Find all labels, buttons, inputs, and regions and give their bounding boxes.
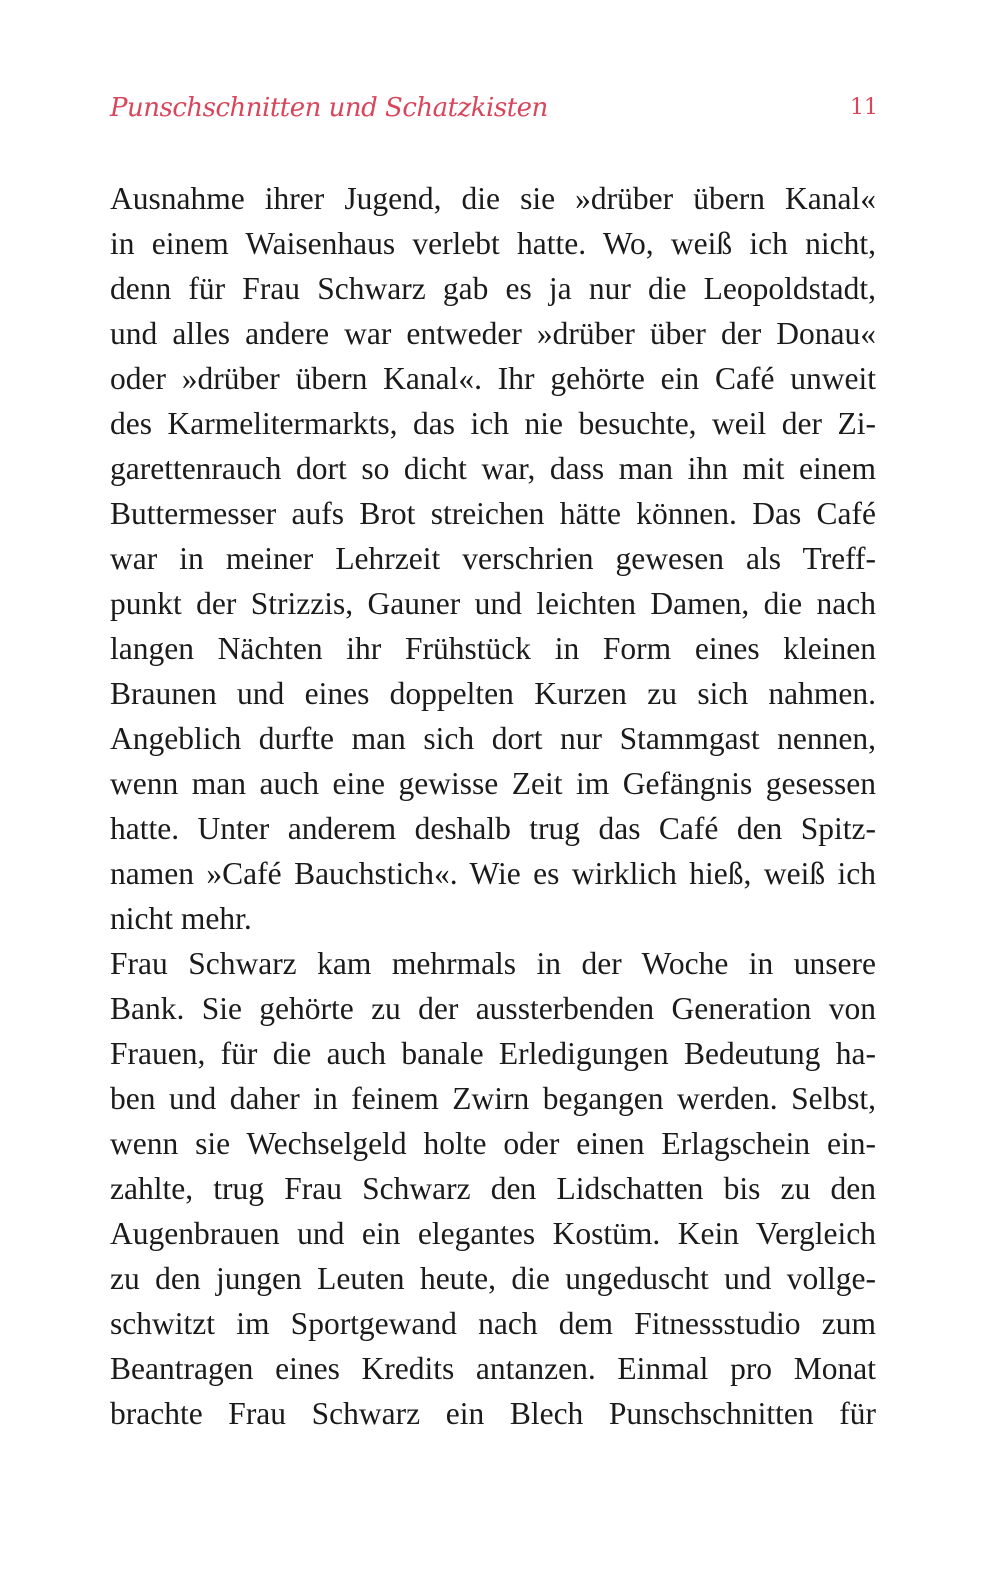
text-line: denn für Frau Schwarz gab es ja nur die Leopoldstadt, [110, 271, 876, 306]
text-line: schwitzt im Sportgewand nach dem Fitnessstudio zum [110, 1306, 876, 1341]
chapter-title: Punschschnitten und Schatzkisten [110, 93, 548, 123]
text-line: Beantragen eines Kredits antanzen. Einmal pro Monat [110, 1351, 876, 1386]
text-line: wenn sie Wechselgeld holte oder einen Erlagschein ein- [110, 1126, 876, 1161]
text-line: langen Nächten ihr Frühstück in Form eines kleinen [110, 631, 876, 666]
body-text [110, 176, 876, 1436]
text-line: hatte. Unter anderem deshalb trug das Café den Spitz- [110, 811, 876, 846]
text-line: Braunen und eines doppelten Kurzen zu sich nahmen. [110, 676, 876, 711]
text-line: Buttermesser aufs Brot streichen hätte können. Das Café [110, 496, 876, 531]
text-line: Frau Schwarz kam mehrmals in der Woche in unsere [110, 946, 876, 981]
text-line: in einem Waisenhaus verlebt hatte. Wo, weiß ich nicht, [110, 226, 876, 261]
text-line: Frauen, für die auch banale Erledigungen Bedeutung ha- [110, 1036, 876, 1071]
text-line: Bank. Sie gehörte zu der aussterbenden Generation von [110, 991, 876, 1026]
text-line: war in meiner Lehrzeit verschrien gewesen als Treff- [110, 541, 876, 576]
text-line: ben und daher in feinem Zwirn begangen werden. Selbst, [110, 1081, 876, 1116]
text-line: des Karmelitermarkts, das ich nie besuchte, weil der Zi- [110, 406, 876, 441]
text-line: Angeblich durfte man sich dort nur Stammgast nennen, [110, 721, 876, 756]
text-line: zahlte, trug Frau Schwarz den Lidschatten bis zu den [110, 1171, 876, 1206]
text-line: zu den jungen Leuten heute, die ungeduscht und vollge- [110, 1261, 876, 1296]
text-line: und alles andere war entweder »drüber über der Donau« [110, 316, 876, 351]
text-line: garettenrauch dort so dicht war, dass man ihn mit einem [110, 451, 876, 486]
text-line: wenn man auch eine gewisse Zeit im Gefängnis gesessen [110, 766, 876, 801]
text-line: brachte Frau Schwarz ein Blech Punschschnitten für [110, 1396, 876, 1431]
text-line: namen »Café Bauchstich«. Wie es wirklich hieß, weiß ich [110, 856, 876, 891]
text-line: oder »drüber übern Kanal«. Ihr gehörte ein Café unweit [110, 361, 876, 396]
text-line: Ausnahme ihrer Jugend, die sie »drüber übern Kanal« [110, 181, 876, 216]
text-line: nicht mehr. [110, 901, 252, 936]
page-number: 11 [850, 95, 878, 120]
running-header [110, 88, 878, 128]
text-line: Augenbrauen und ein elegantes Kostüm. Kein Vergleich [110, 1216, 876, 1251]
text-line: punkt der Strizzis, Gauner und leichten Damen, die nach [110, 586, 876, 621]
